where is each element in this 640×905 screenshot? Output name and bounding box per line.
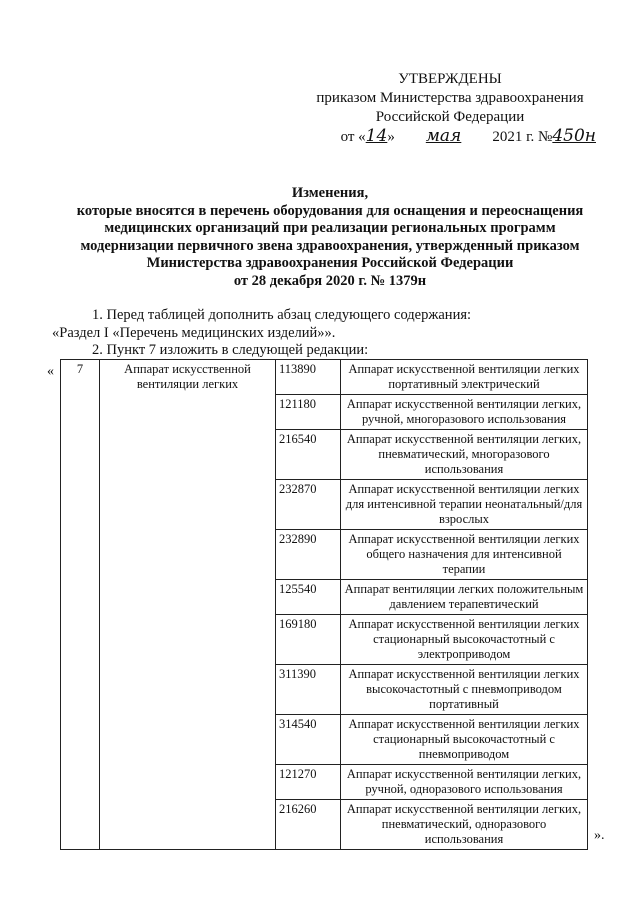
device-code: 169180 [276, 615, 341, 665]
approval-date-line [300, 127, 600, 147]
approval-ministry: приказом Министерства здравоохранения [316, 90, 584, 106]
table-open-quote: « [47, 364, 54, 379]
document-title [40, 185, 620, 290]
device-description: Аппарат искусственной вентиляции легких, ручной, многоразового использования [341, 395, 588, 430]
table-close-quote: ». [594, 828, 605, 843]
title-line-5: Министерства здравоохранения Российской Федерации [146, 255, 514, 271]
device-code: 232870 [276, 480, 341, 530]
paragraph-3: 2. Пункт 7 изложить в следующей редакции: [92, 342, 369, 358]
device-description: Аппарат искусственной вентиляции легких портативный электрический [341, 360, 588, 395]
device-code: 216540 [276, 430, 341, 480]
date-month: мая [425, 126, 462, 146]
device-description: Аппарат искусственной вентиляции легких общего назначения для интенсивной терапии [341, 530, 588, 580]
device-code: 314540 [276, 715, 341, 765]
title-line-1: Изменения, [291, 185, 369, 201]
device-code: 311390 [276, 665, 341, 715]
device-description: Аппарат искусственной вентиляции легких стационарный высокочастотный с пневмоприводом [341, 715, 588, 765]
device-description: Аппарат искусственной вентиляции легких высокочастотный с пневмоприводом портативный [341, 665, 588, 715]
title-line-2: которые вносятся в перечень оборудования для оснащения и переоснащения [76, 202, 584, 219]
title-line-4: модернизации первичного звена здравоохранения, утвержденный приказом [80, 237, 580, 254]
date-day: 14 [365, 126, 388, 146]
device-code: 121270 [276, 765, 341, 800]
device-code: 216260 [276, 800, 341, 850]
date-year: 2021 г. № [492, 129, 553, 145]
device-description: Аппарат вентиляции легких положительным давлением терапевтический [341, 580, 588, 615]
date-prefix: от « [340, 129, 366, 145]
device-description: Аппарат искусственной вентиляции легких, пневматический, многоразового использования [341, 430, 588, 480]
device-description: Аппарат искусственной вентиляции легких, пневматический, одноразового использования [341, 800, 588, 850]
device-name: Аппарат искусственной вентиляции легких [100, 360, 276, 850]
title-line-6: от 28 декабря 2020 г. № 1379н [233, 272, 427, 289]
device-description: Аппарат искусственной вентиляции легких стационарный высокочастотный с электроприводом [341, 615, 588, 665]
device-code: 121180 [276, 395, 341, 430]
date-mid: » [387, 129, 395, 145]
device-code: 232890 [276, 530, 341, 580]
table-row [61, 360, 588, 395]
order-number: 450н [552, 126, 596, 146]
equipment-table [60, 359, 588, 850]
approval-block [300, 70, 600, 147]
approval-country: Российской Федерации [375, 109, 525, 125]
device-description: Аппарат искусственной вентиляции легких для интенсивной терапии неонатальный/для взрослых [341, 480, 588, 530]
device-description: Аппарат искусственной вентиляции легких, ручной, одноразового использования [341, 765, 588, 800]
title-line-3: медицинских организаций при реализации региональных программ [104, 220, 556, 236]
approval-heading: УТВЕРЖДЕНЫ [398, 71, 502, 87]
item-number: 7 [61, 360, 100, 850]
device-code: 125540 [276, 580, 341, 615]
paragraph-2: «Раздел I «Перечень медицинских изделий»». [52, 325, 336, 341]
device-code: 113890 [276, 360, 341, 395]
paragraph-1: 1. Перед таблицей дополнить абзац следующего содержания: [92, 307, 472, 323]
